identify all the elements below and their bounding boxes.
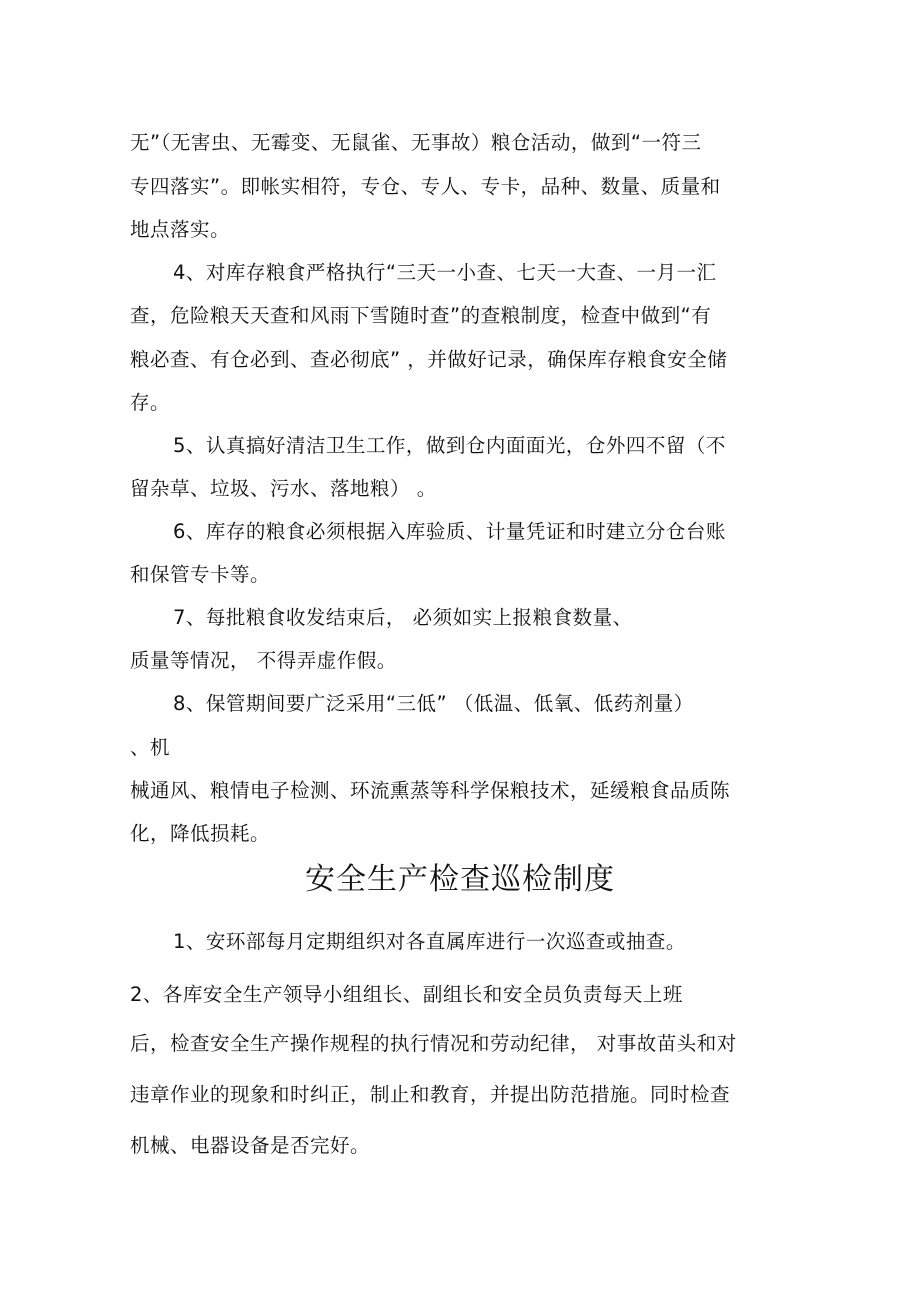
section-line: 2、各库安全生产领导小组组长、副组长和安全员负责每天上班: [130, 983, 683, 1006]
item-4-line: 查，危险粮天天查和风雨下雪随时查”的查粮制度，检查中做到“有: [130, 304, 712, 327]
item-4-line: 4、对库存粮食严格执行“三天一小查、七天一大查、一月一汇: [173, 261, 717, 284]
text-line: 地点落实。: [130, 218, 231, 241]
item-8-line: 械通风、粮情电子检测、环流熏蒸等科学保粮技术，延缓粮食品质陈: [130, 779, 731, 802]
section-line: 后，检查安全生产操作规程的执行情况和劳动纪律， 对事故苗头和对: [130, 1032, 737, 1055]
item-7-line: 7、每批粮食收发结束后， 必须如实上报粮食数量、: [173, 606, 633, 629]
section-line: 机械、电器设备是否完好。: [130, 1134, 371, 1157]
section-line: 违章作业的现象和时纠正，制止和教育，并提出防范措施。同时检查: [130, 1083, 731, 1106]
section-title: 安全生产检查巡检制度: [305, 862, 615, 897]
item-8-line: 8、保管期间要广泛采用“三低” （低温、低氧、低药剂量）: [173, 692, 694, 715]
item-8-line: 、机: [130, 736, 171, 759]
item-5-line: 留杂草、垃圾、污水、落地粮） 。: [130, 477, 437, 500]
item-6-line: 6、库存的粮食必须根据入库验质、计量凭证和时建立分仓台账: [173, 520, 726, 543]
item-7-line: 质量等情况， 不得弄虚作假。: [130, 649, 397, 672]
item-8-line: 化，降低损耗。: [130, 822, 271, 845]
text-line: 专四落实”。即帐实相符，专仓、专人、专卡，品种、数量、质量和: [130, 175, 721, 198]
text-line: 无”（无害虫、无霉变、无鼠雀、无事故）粮仓活动，做到“一符三: [130, 131, 702, 154]
section-line: 1、安环部每月定期组织对各直属库进行一次巡查或抽查。: [173, 930, 686, 953]
item-4-line: 粮必查、有仓必到、查必彻底” ，并做好记录，确保库存粮食安全储: [130, 348, 728, 371]
item-5-line: 5、认真搞好清洁卫生工作，做到仓内面面光，仓外四不留（不: [173, 434, 726, 457]
item-4-line: 存。: [130, 391, 171, 414]
item-6-line: 和保管专卡等。: [130, 563, 271, 586]
